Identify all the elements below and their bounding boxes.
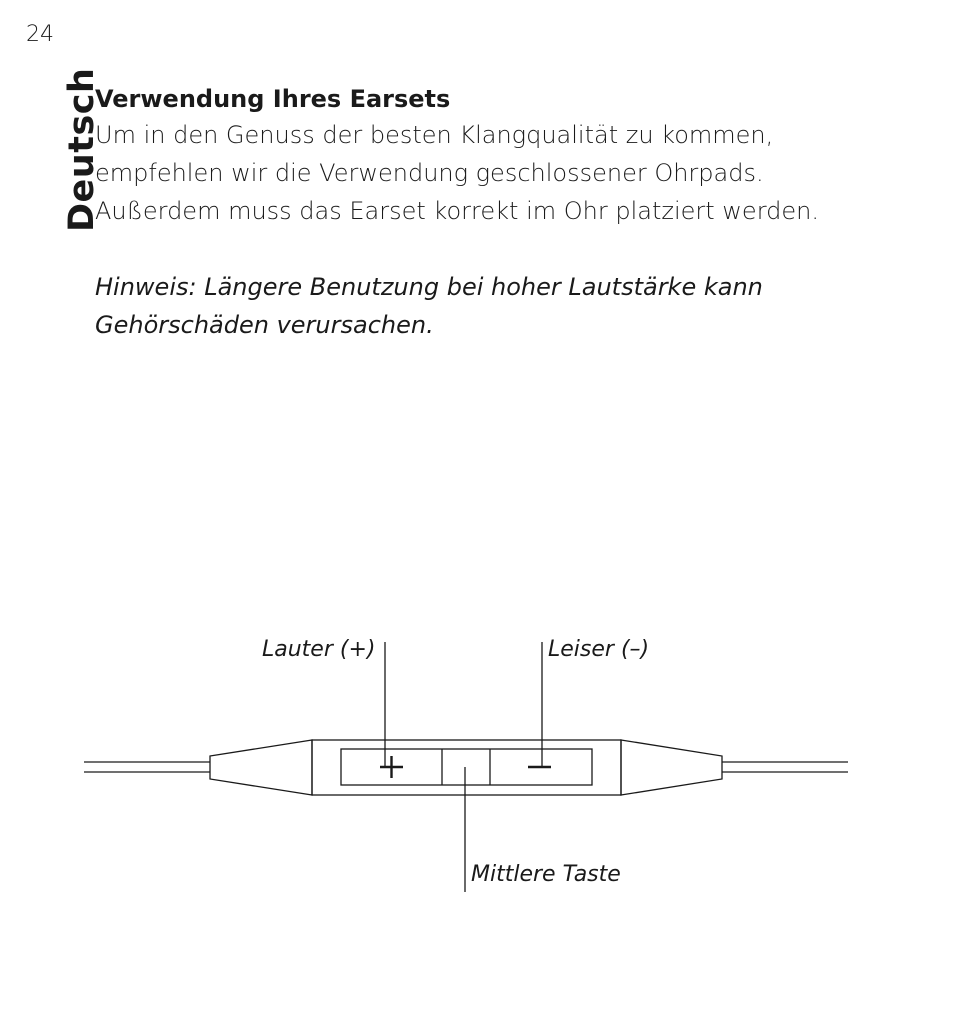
volume-down-label: Leiser (–)	[548, 637, 650, 662]
volume-up-label: Lauter (+)	[262, 637, 376, 662]
section-heading: Verwendung Ihres Earsets	[95, 85, 451, 113]
button-panel	[341, 749, 592, 785]
language-tab: Deutsch	[62, 67, 102, 232]
remote-body	[312, 740, 621, 795]
section-body: Um in den Genuss der besten Klangqualität zu kommen, empfehlen wir die Verwendung geschlossener Ohrpads. Außerdem muss das Earset korrekt im Ohr platziert werden.	[95, 121, 819, 225]
page-number: 24	[26, 22, 54, 47]
left-taper	[210, 740, 312, 795]
right-taper	[621, 740, 722, 795]
middle-button-label: Mittlere Taste	[471, 862, 621, 887]
section-note: Hinweis: Längere Benutzung bei hoher Lautstärke kann Gehörschäden verursachen.	[95, 273, 763, 339]
plus-icon	[380, 756, 403, 778]
